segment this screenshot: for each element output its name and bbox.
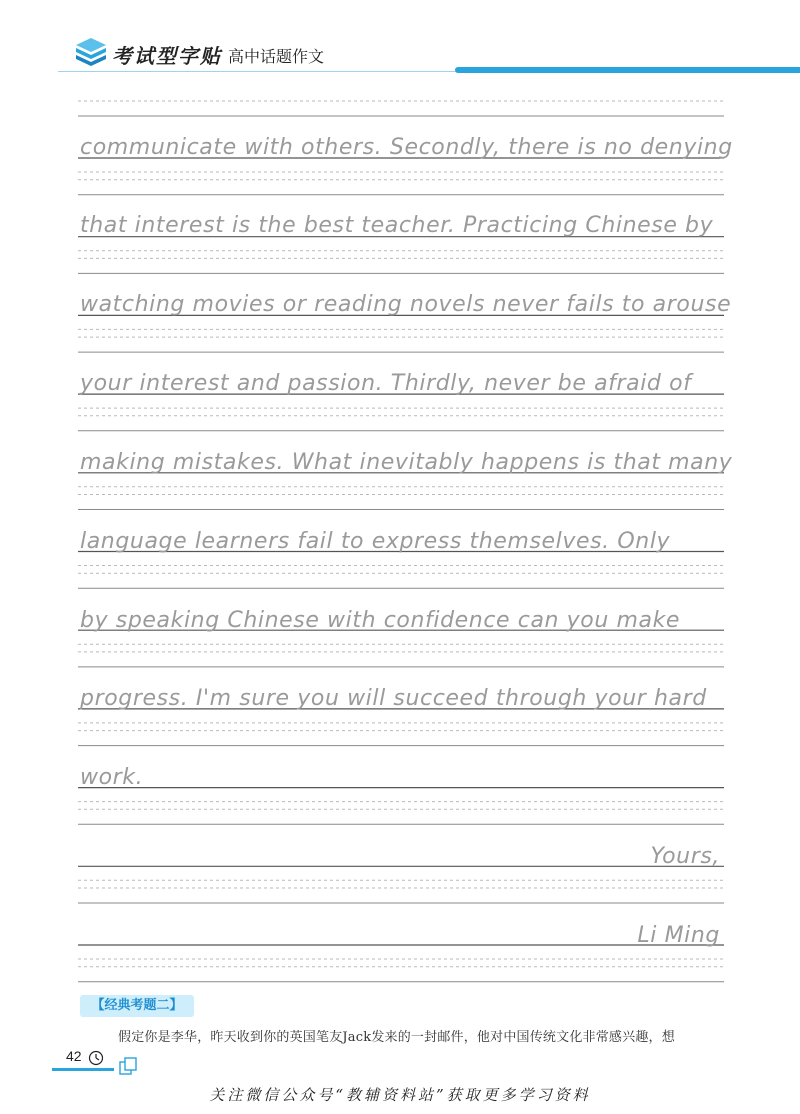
book-title: 高中话题作文 bbox=[228, 47, 325, 66]
page-number-underline bbox=[52, 1068, 114, 1071]
signature-line: Li Ming bbox=[637, 923, 720, 948]
page-corner-icon bbox=[118, 1056, 138, 1076]
handwriting-line: by speaking Chinese with confidence can you make bbox=[80, 608, 681, 633]
exam-question-label: 【经典考题二】 bbox=[80, 995, 194, 1017]
handwriting-line: progress. I'm sure you will succeed through your hard bbox=[80, 686, 707, 711]
clock-icon bbox=[88, 1050, 104, 1066]
closing-line: Yours, bbox=[650, 844, 720, 869]
handwriting-line: language learners fail to express themselves. Only bbox=[80, 529, 671, 554]
handwriting-line: communicate with others. Secondly, there is no denying bbox=[80, 135, 733, 160]
handwriting-line: that interest is the best teacher. Practicing Chinese by bbox=[80, 213, 714, 238]
footer-promo-note: 关注微信公众号“教辅资料站”获取更多学习资料 bbox=[209, 1086, 591, 1104]
series-title: 考试型字贴 bbox=[112, 44, 222, 68]
exam-question-text: 假定你是李华，昨天收到你的英国笔友Jack发来的一封邮件，他对中国传统文化非常感兴趣，想 bbox=[118, 1030, 675, 1045]
handwriting-line: work. bbox=[80, 765, 144, 790]
page-number: 42 bbox=[66, 1048, 82, 1064]
handwriting-line: watching movies or reading novels never fails to arouse bbox=[80, 292, 732, 317]
handwriting-line: making mistakes. What inevitably happens is that many bbox=[80, 450, 733, 475]
handwriting-line: your interest and passion. Thirdly, never be afraid of bbox=[80, 371, 692, 396]
